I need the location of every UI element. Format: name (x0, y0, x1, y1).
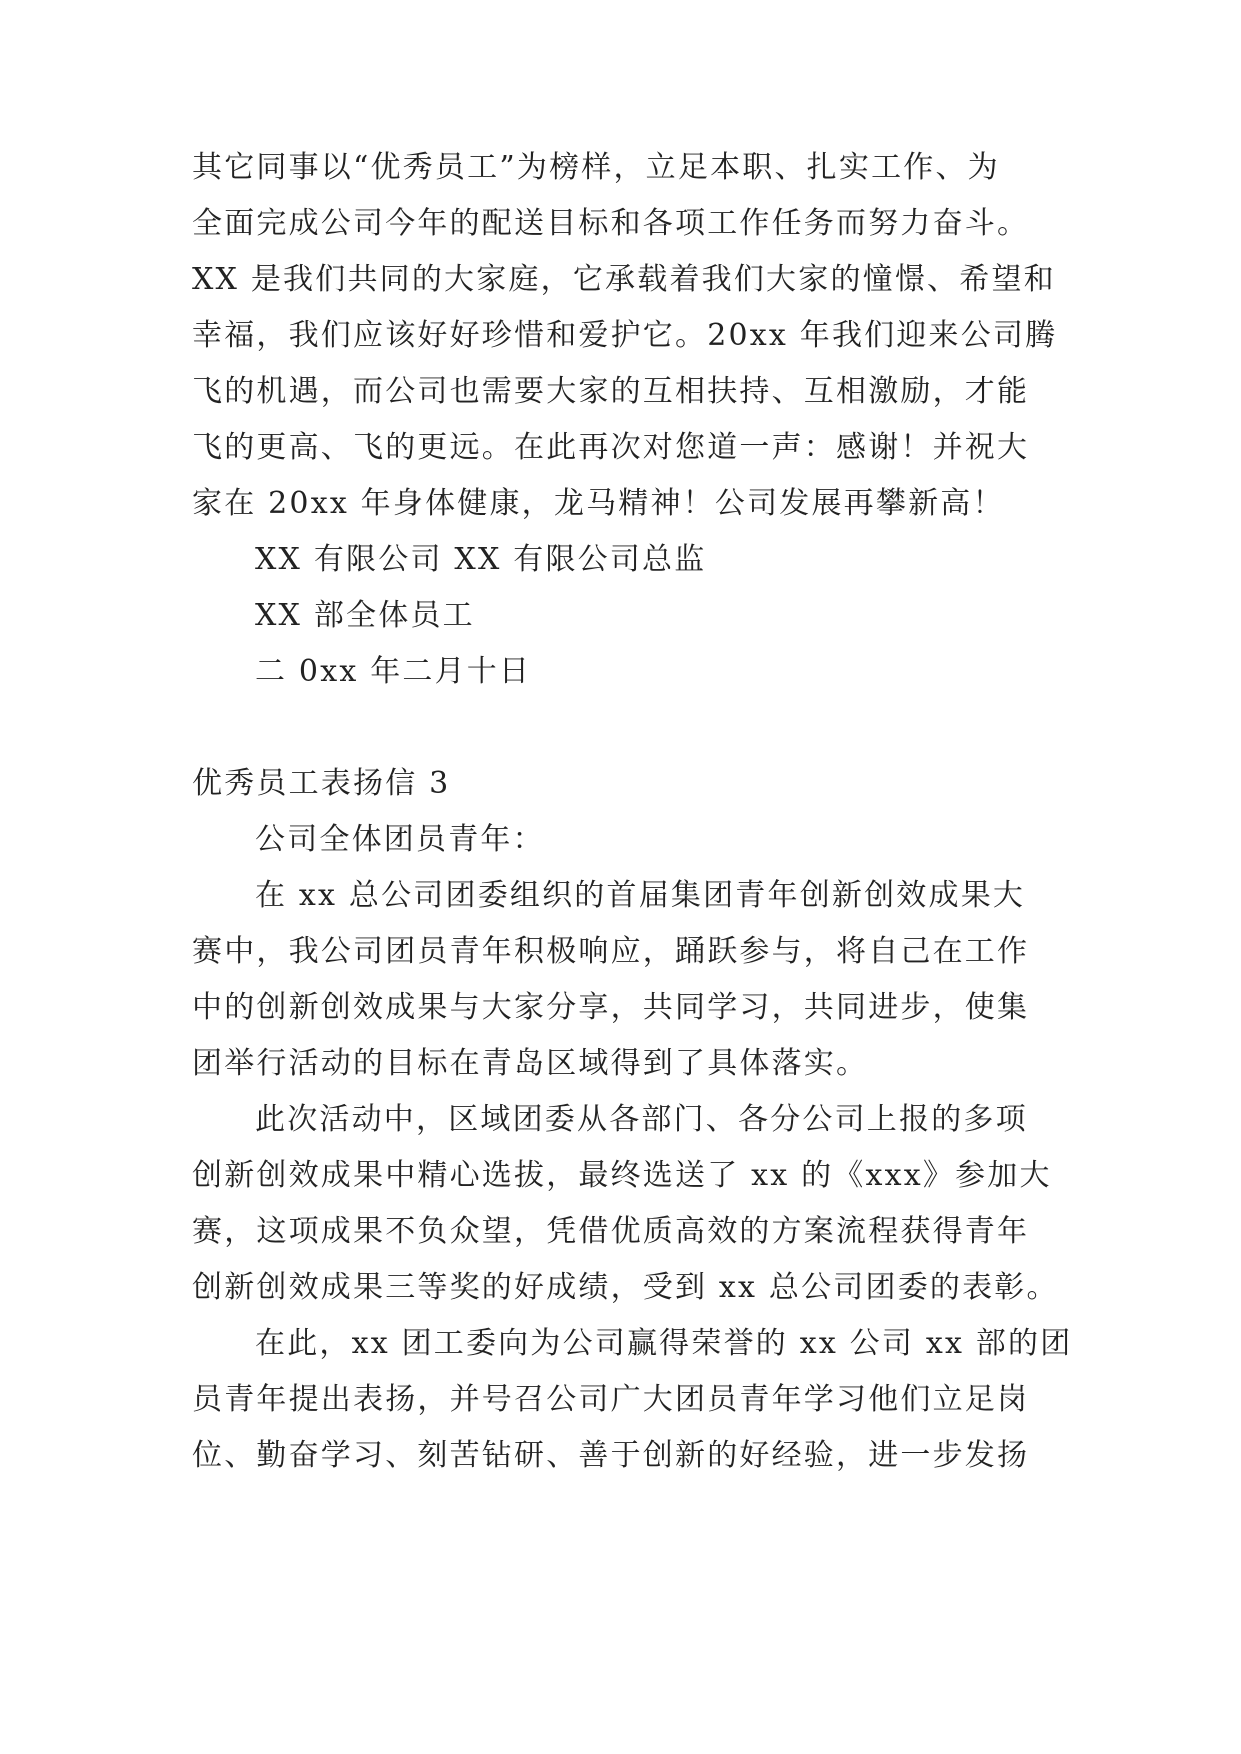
paragraph-line: 在 xx 总公司团委组织的首届集团青年创新创效成果大 (255, 878, 1026, 913)
body-line: 飞的机遇，而公司也需要大家的互相扶持、互相激励，才能 (192, 374, 1030, 409)
paragraph-line: 此次活动中，区域团委从各部门、各分公司上报的多项 (255, 1102, 1028, 1137)
paragraph-line: 位、勤奋学习、刻苦钻研、善于创新的好经验，进一步发扬 (192, 1438, 1030, 1473)
signature-company: XX 有限公司 XX 有限公司总监 (255, 542, 707, 577)
body-line: 飞的更高、飞的更远。在此再次对您道一声：感谢！并祝大 (192, 430, 1030, 465)
paragraph-line: 员青年提出表扬，并号召公司广大团员青年学习他们立足岗 (192, 1382, 1030, 1417)
paragraph-line: 赛中，我公司团员青年积极响应，踊跃参与，将自己在工作 (192, 934, 1030, 969)
paragraph-line: 在此，xx 团工委向为公司赢得荣誉的 xx 公司 xx 部的团 (255, 1326, 1073, 1361)
signature-department: XX 部全体员工 (255, 598, 475, 633)
body-line: 全面完成公司今年的配送目标和各项工作任务而努力奋斗。 (192, 206, 1030, 241)
signature-date: 二 0xx 年二月十日 (255, 654, 532, 689)
paragraph-line: 创新创效成果中精心选拔，最终选送了 xx 的《xxx》参加大 (192, 1158, 1052, 1193)
letter-title: 优秀员工表扬信 3 (192, 766, 451, 801)
body-line: XX 是我们共同的大家庭，它承载着我们大家的憧憬、希望和 (192, 262, 1056, 297)
body-line: 家在 20xx 年身体健康，龙马精神！公司发展再攀新高！ (192, 486, 1005, 521)
body-line: 其它同事以“优秀员工”为榜样，立足本职、扎实工作、为 (192, 150, 1000, 185)
letter-salutation: 公司全体团员青年： (255, 822, 545, 857)
paragraph-line: 团举行活动的目标在青岛区域得到了具体落实。 (192, 1046, 869, 1081)
paragraph-line: 中的创新创效成果与大家分享，共同学习，共同进步，使集 (192, 990, 1030, 1025)
paragraph-line: 赛，这项成果不负众望，凭借优质高效的方案流程获得青年 (192, 1214, 1030, 1249)
body-line: 幸福，我们应该好好珍惜和爱护它。20xx 年我们迎来公司腾 (192, 318, 1058, 353)
paragraph-line: 创新创效成果三等奖的好成绩，受到 xx 总公司团委的表彰。 (192, 1270, 1059, 1305)
